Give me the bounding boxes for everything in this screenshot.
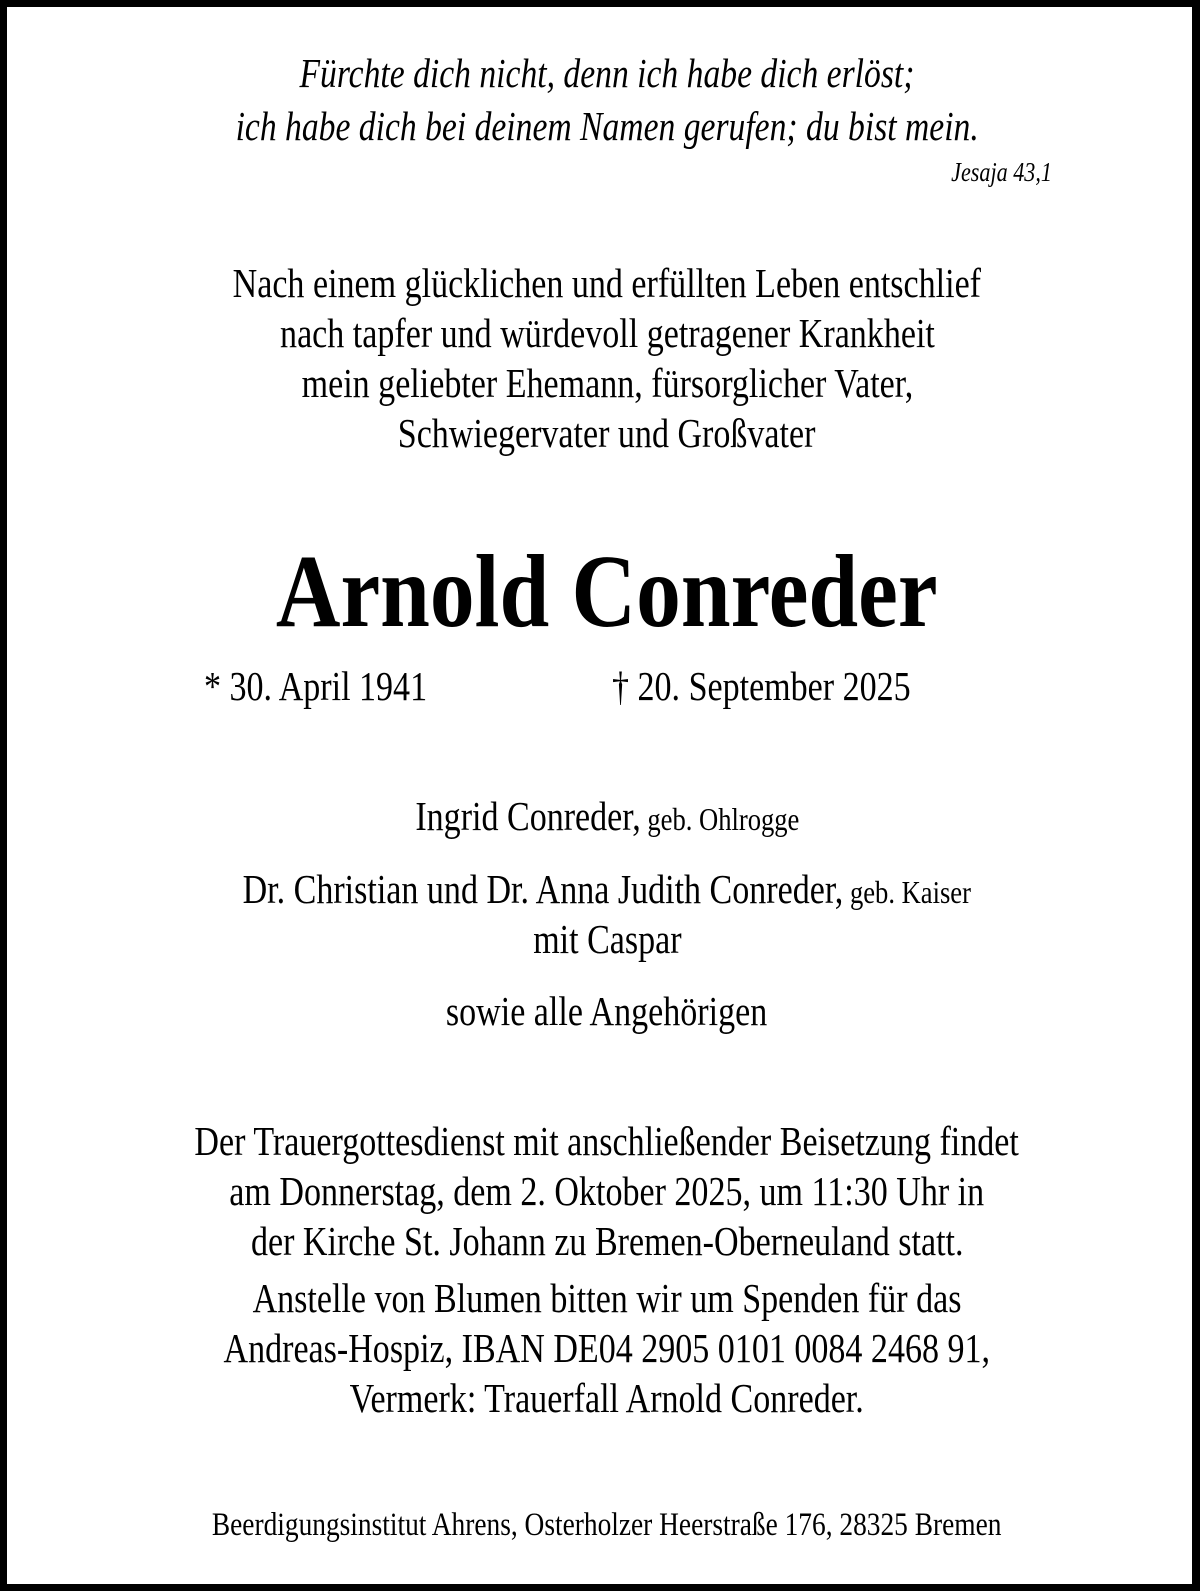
deceased-name: Arnold Conreder <box>276 534 938 649</box>
service-line-1: Der Trauergottesdienst mit anschließender Beisetzung findet <box>194 1118 1020 1164</box>
verse-line-1: Fürchte dich nicht, denn ich habe dich erlöst; <box>299 50 915 96</box>
children-maiden-name: geb. Kaiser <box>843 874 972 910</box>
mourner-spouse <box>7 792 1200 840</box>
children-names: Dr. Christian und Dr. Anna Judith Conreder, <box>242 866 844 912</box>
verse-reference: Jesaja 43,1 <box>951 157 1052 187</box>
donation-line-2: Andreas-Hospiz, IBAN DE04 2905 0101 0084 2468 91, <box>223 1325 991 1371</box>
intro-line-1: Nach einem glücklichen und erfüllten Leben entschlief <box>232 260 982 306</box>
mourner-grandchild: mit Caspar <box>532 916 682 962</box>
verse-line-2: ich habe dich bei deinem Namen gerufen; du bist mein. <box>235 103 979 149</box>
spouse-maiden-name: geb. Ohlrogge <box>640 801 800 837</box>
death-date: † 20. September 2025 <box>612 663 911 709</box>
spouse-name: Ingrid Conreder, <box>414 793 641 839</box>
mourner-others: sowie alle Angehörigen <box>446 988 768 1034</box>
undertaker-address: Beerdigungsinstitut Ahrens, Osterholzer Heerstraße 176, 28325 Bremen <box>212 1507 1002 1543</box>
intro-line-4: Schwiegervater und Großvater <box>398 410 816 456</box>
donation-line-1: Anstelle von Blumen bitten wir um Spenden für das <box>252 1275 962 1321</box>
intro-line-2: nach tapfer und würdevoll getragener Krankheit <box>279 310 935 356</box>
mourner-children <box>7 865 1200 913</box>
intro-line-3: mein geliebter Ehemann, fürsorglicher Vater, <box>301 360 913 406</box>
service-line-3: der Kirche St. Johann zu Bremen-Oberneuland statt. <box>250 1218 964 1264</box>
birth-date: * 30. April 1941 <box>204 663 428 709</box>
service-line-2: am Donnerstag, dem 2. Oktober 2025, um 11:30 Uhr in <box>229 1168 985 1214</box>
donation-line-3: Vermerk: Trauerfall Arnold Conreder. <box>349 1375 865 1421</box>
